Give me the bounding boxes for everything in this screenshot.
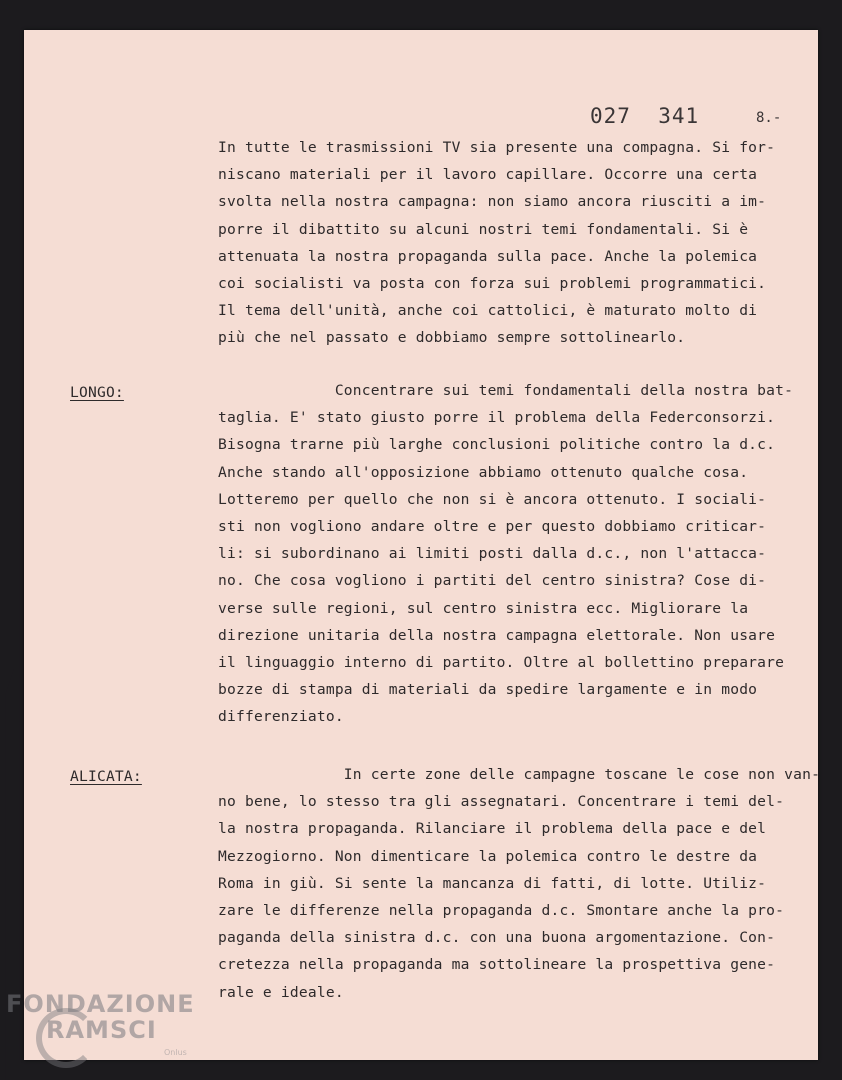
speaker-alicata: ALICATA: [70, 768, 142, 785]
text-line: il linguaggio interno di partito. Oltre al bollettino preparare [218, 654, 785, 672]
watermark-sub: Onlus [164, 1048, 187, 1057]
text-line: Concentrare sui temi fondamentali della nostra bat- [218, 382, 794, 399]
text-line: attenuata la nostra propaganda sulla pace. Anche la polemica [218, 247, 758, 265]
document-number: 027 341 [590, 104, 700, 128]
text-line: più che nel passato e dobbiamo sempre sottolinearlo. [218, 329, 686, 347]
text-line: taglia. E' stato giusto porre il problema della Federconsorzi. [218, 409, 776, 427]
text-line: li: si subordinano ai limiti posti dalla d.c., non l'attacca- [218, 545, 767, 563]
text-line: no. Che cosa vogliono i partiti del centro sinistra? Cose di- [218, 572, 767, 590]
paragraph-longo [218, 377, 793, 731]
text-line: rale e ideale. [218, 983, 344, 1001]
text-line: In certe zone delle campagne toscane le cose non van- [218, 766, 821, 783]
paragraph-alicata [218, 761, 820, 1006]
text-line: Anche stando all'opposizione abbiamo ottenuto qualche cosa. [218, 463, 749, 481]
fondazione-gramsci-watermark [6, 990, 216, 1070]
watermark-line1: FONDAZIONE [6, 990, 195, 1018]
text-line: la nostra propaganda. Rilanciare il problema della pace e del [218, 820, 767, 838]
text-line: verse sulle regioni, sul centro sinistra ecc. Migliorare la [218, 599, 749, 617]
text-line: In tutte le trasmissioni TV sia presente una compagna. Si for- [218, 139, 776, 156]
watermark-line2: RAMSCI [46, 1016, 157, 1044]
text-line: paganda della sinistra d.c. con una buona argomentazione. Con- [218, 929, 776, 947]
text-line: coi socialisti va posta con forza sui problemi programmatici. [218, 275, 767, 293]
document-page [24, 30, 821, 1060]
page-number: 8.- [756, 110, 782, 126]
text-line: niscano materiali per il lavoro capillare. Occorre una certa [218, 166, 758, 184]
text-line: sti non vogliono andare oltre e per questo dobbiamo criticar- [218, 518, 767, 536]
text-line: direzione unitaria della nostra campagna elettorale. Non usare [218, 626, 776, 644]
text-line: porre il dibattito su alcuni nostri temi fondamentali. Si è [218, 220, 749, 238]
text-line: zare le differenze nella propaganda d.c. Smontare anche la pro- [218, 902, 785, 920]
text-line: cretezza nella propaganda ma sottolineare la prospettiva gene- [218, 956, 776, 974]
text-line: Bisogna trarne più larghe conclusioni politiche contro la d.c. [218, 436, 776, 454]
text-line: bozze di stampa di materiali da spedire largamente e in modo [218, 681, 758, 699]
text-line: Mezzogiorno. Non dimenticare la polemica contro le destre da [218, 847, 758, 865]
text-line: svolta nella nostra campagna: non siamo ancora riusciti a im- [218, 193, 767, 211]
text-line: differenziato. [218, 708, 344, 726]
text-line: no bene, lo stesso tra gli assegnatari. Concentrare i temi del- [218, 793, 785, 811]
paragraph-intro [218, 134, 775, 352]
text-line: Il tema dell'unità, anche coi cattolici, è maturato molto di [218, 302, 758, 320]
text-line: Roma in giù. Si sente la mancanza di fatti, di lotte. Utiliz- [218, 874, 767, 892]
text-line: Lotteremo per quello che non si è ancora ottenuto. I sociali- [218, 490, 767, 508]
speaker-longo: LONGO: [70, 384, 124, 401]
